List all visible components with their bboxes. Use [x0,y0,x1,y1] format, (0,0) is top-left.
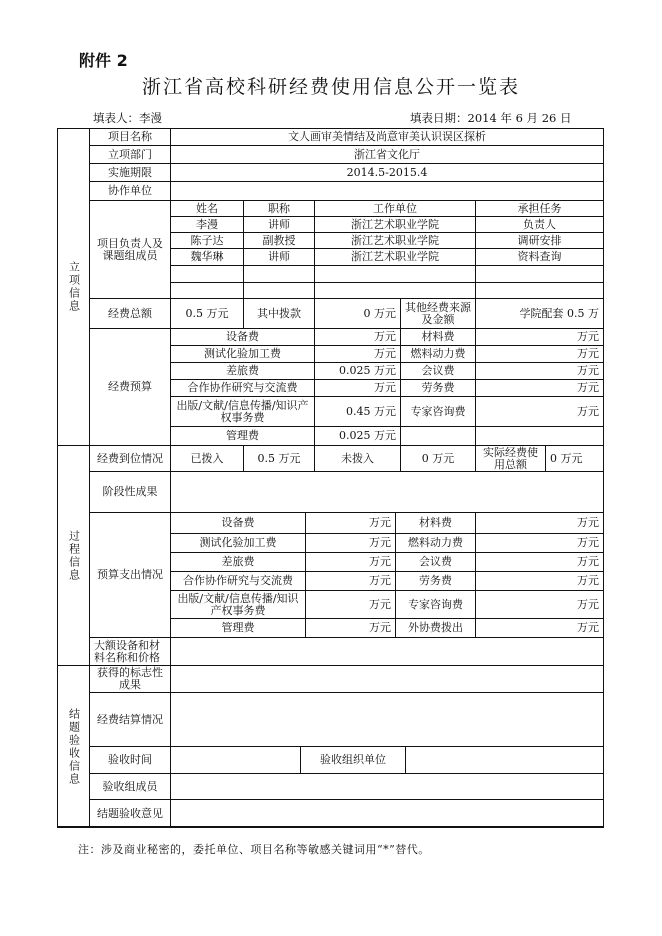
spend-label: 燃料动力费 [395,533,476,553]
member-cell [243,282,315,299]
project-period: 2014.5-2015.4 [170,163,604,182]
table-cell: 验收组成员 [89,773,171,800]
table-cell: 其他经费来源及金额 [400,298,476,329]
budget-label: 管理费 [170,426,315,446]
member-header: 承担任务 [475,200,604,217]
total-amount: 0.5 万元 [170,298,244,329]
spend-label: 设备费 [170,512,306,534]
budget-label [400,426,476,446]
fill-date: 填表日期：2014 年 6 月 26 日 [410,111,572,125]
project-name: 文人画审美情结及尚意审美认识误区探析 [170,128,604,146]
budget-label: 劳务费 [400,379,476,397]
table-cell: 预算支出情况 [89,512,171,638]
arrival-cell: 实际经费使用总额 [475,445,546,472]
section-label-process: 过程信息 [57,445,90,666]
spend-label: 劳务费 [395,571,476,591]
spend-label: 出版/文献/信息传播/知识产权事务费 [170,590,306,619]
member-cell [170,265,244,283]
arrival-cell: 已拨入 [170,445,244,472]
member-cell: 负责人 [475,216,604,233]
arrival-cell: 未拨入 [314,445,401,472]
table-cell: 其中拨款 [243,298,315,329]
attachment-label: 附件 2 [79,51,128,70]
member-cell: 陈子达 [170,232,244,249]
settlement-field [170,692,604,747]
budget-value: 0.025 万元 [314,362,401,380]
member-cell: 调研安排 [475,232,604,249]
budget-label: 合作协作研究与交流费 [170,379,315,397]
table-cell: 项目负责人及课题组成员 [89,200,171,299]
budget-value: 万元 [475,345,604,363]
table-cell: 经费到位情况 [89,445,171,472]
member-cell [170,282,244,299]
member-header: 姓名 [170,200,244,217]
spend-value: 万元 [305,571,396,591]
budget-label: 专家咨询费 [400,396,476,427]
acceptance-org-field [405,746,604,774]
member-cell: 讲师 [243,248,315,266]
section-label-closing: 结题验收信息 [57,665,90,828]
arrival-cell: 0.5 万元 [243,445,315,472]
budget-value: 万元 [314,345,401,363]
spend-value: 万元 [475,618,604,638]
table-cell: 阶段性成果 [89,471,171,513]
page-title: 浙江省高校科研经费使用信息公开一览表 [141,76,520,98]
budget-label: 出版/文献/信息传播/知识产权事务费 [170,396,315,427]
table-cell: 结题验收意见 [89,799,171,828]
member-cell: 浙江艺术职业学院 [314,216,476,233]
budget-value [475,426,604,446]
table-cell: 大额设备和材料名称和价格 [89,637,171,666]
spend-value: 万元 [475,512,604,534]
member-cell: 李漫 [170,216,244,233]
spend-label: 管理费 [170,618,306,638]
table-cell: 实施期限 [89,163,171,182]
spend-value: 万元 [305,590,396,619]
member-cell: 魏华琳 [170,248,244,266]
acceptance-members-field [170,773,604,800]
member-cell: 浙江艺术职业学院 [314,248,476,266]
budget-value: 万元 [475,396,604,427]
arrival-cell: 0 万元 [545,445,604,472]
project-dept: 浙江省文化厅 [170,145,604,164]
table-cell: 经费结算情况 [89,692,171,747]
allocated-amount: 0 万元 [314,298,401,329]
acceptance-opinion-field [170,799,604,828]
achievement-field [170,665,604,693]
budget-value: 万元 [475,379,604,397]
member-cell [475,265,604,283]
budget-label: 材料费 [400,328,476,346]
budget-label: 测试化验加工费 [170,345,315,363]
budget-label: 设备费 [170,328,315,346]
spend-label: 材料费 [395,512,476,534]
table-cell: 经费总额 [89,298,171,329]
budget-value: 0.025 万元 [314,426,401,446]
spend-label: 专家咨询费 [395,590,476,619]
equipment-field [170,637,604,666]
table-cell: 验收时间 [89,746,171,774]
spend-value: 万元 [475,552,604,572]
filler-name: 填表人：李漫 [93,111,162,125]
budget-value: 万元 [475,362,604,380]
spend-label: 外协费拨出 [395,618,476,638]
spend-label: 测试化验加工费 [170,533,306,553]
member-cell [314,282,476,299]
spend-value: 万元 [475,533,604,553]
table-cell: 获得的标志性成果 [89,665,171,693]
acceptance-time-field [170,746,301,774]
table-cell: 协作单位 [89,181,171,201]
spend-value: 万元 [305,512,396,534]
spend-label: 差旅费 [170,552,306,572]
budget-value: 万元 [314,379,401,397]
table-cell: 经费预算 [89,328,171,446]
project-coop [170,181,604,201]
budget-label: 会议费 [400,362,476,380]
section-label-project: 立项信息 [57,128,90,446]
spend-value: 万元 [475,571,604,591]
footnote: 注：涉及商业秘密的，委托单位、项目名称等敏感关键词用“*”替代。 [78,843,430,856]
budget-label: 燃料动力费 [400,345,476,363]
table-cell: 验收组织单位 [300,746,406,774]
member-cell [475,282,604,299]
member-header: 职称 [243,200,315,217]
budget-value: 0.45 万元 [314,396,401,427]
member-cell: 资料查询 [475,248,604,266]
budget-value: 万元 [475,328,604,346]
budget-value: 万元 [314,328,401,346]
spend-value: 万元 [305,618,396,638]
spend-value: 万元 [305,552,396,572]
member-cell: 副教授 [243,232,315,249]
stage-results-field [170,471,604,513]
spend-label: 合作协作研究与交流费 [170,571,306,591]
arrival-cell: 0 万元 [400,445,476,472]
member-cell: 浙江艺术职业学院 [314,232,476,249]
member-cell [243,265,315,283]
other-funding: 学院配套 0.5 万 [475,298,604,329]
budget-label: 差旅费 [170,362,315,380]
spend-value: 万元 [305,533,396,553]
member-cell: 讲师 [243,216,315,233]
spend-value: 万元 [475,590,604,619]
spend-label: 会议费 [395,552,476,572]
table-cell: 项目名称 [89,128,171,146]
member-header: 工作单位 [314,200,476,217]
member-cell [314,265,476,283]
table-cell: 立项部门 [89,145,171,164]
